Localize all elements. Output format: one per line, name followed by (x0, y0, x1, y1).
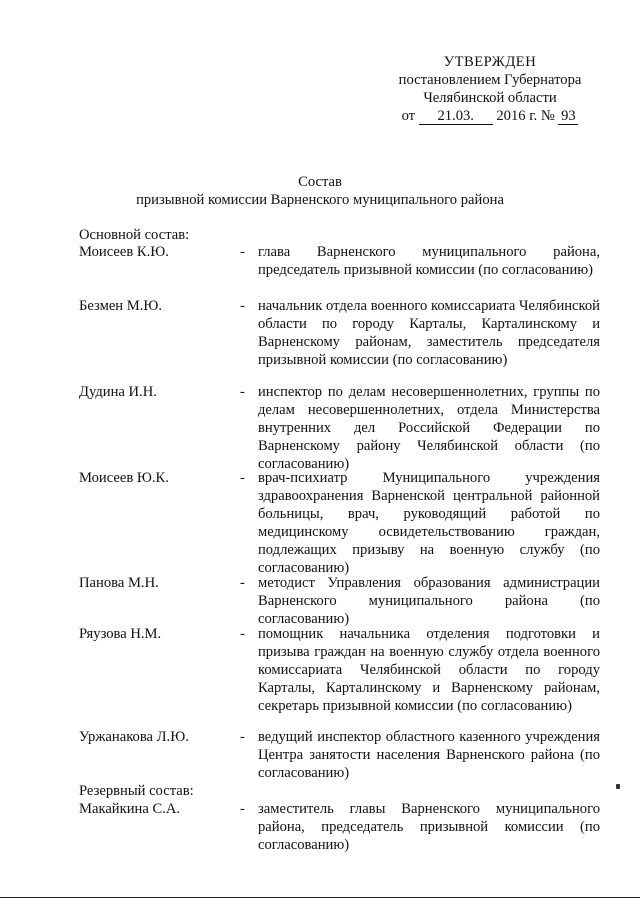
document-title (0, 173, 640, 209)
member-role: методист Управления образования администрации Варненского муниципального района (по согласованию) (258, 575, 600, 627)
approval-line-2: Челябинской области (423, 90, 557, 106)
member-dash: - (240, 575, 245, 591)
approval-stamp (380, 53, 600, 125)
member-role: глава Варненского муниципального района, председатель призывной комиссии (по согласованию) (258, 244, 600, 278)
approval-number: 93 (558, 108, 578, 125)
title-line-1: Состав (298, 174, 342, 190)
member-name: Безмен М.Ю. (79, 298, 163, 314)
member-dash: - (240, 384, 245, 400)
member-dash: - (240, 470, 245, 486)
member-dash: - (240, 729, 245, 745)
member-name: Моисеев Ю.К. (79, 470, 169, 486)
member-role: ведущий инспектор областного казенного учреждения Центра занятости населения Варненского района (по согласованию) (258, 729, 600, 781)
member-dash: - (240, 626, 245, 642)
member-role: начальник отдела военного комиссариата Челябинской области по городу Карталы, Карталинскому и Варненскому районам, заместитель председателя призывной комиссии (по согласованию) (258, 298, 600, 368)
scan-speck (616, 784, 620, 789)
member-dash: - (240, 298, 245, 314)
member-name: Ряузова Н.М. (79, 626, 162, 642)
member-role: инспектор по делам несовершеннолетних, группы по делам несовершеннолетних, отдела Министерства внутренних дел Российской Федерации по Варненскому району Челябинской области (по согласованию) (258, 384, 600, 472)
main-section-label: Основной состав: (79, 227, 190, 243)
date-prefix: от (401, 108, 416, 124)
approval-date: 21.03. (419, 108, 493, 125)
member-name: Панова М.Н. (79, 575, 159, 591)
member-name: Уржанакова Л.Ю. (79, 729, 189, 745)
member-role: врач-психиатр Муниципального учреждения здравоохранения Варненской центральной районной больницы, врач, руководящий работой по медицинскому освидетельствованию граждан, подлежащих призыву на военную службу (по согласованию) (258, 470, 600, 576)
member-role: заместитель главы Варненского муниципального района, председатель призывной комиссии (по согласованию) (258, 801, 600, 853)
member-name: Макайкина С.А. (79, 801, 181, 817)
member-dash: - (240, 801, 245, 817)
member-dash: - (240, 244, 245, 260)
approval-heading: УТВЕРЖДЕН (443, 54, 537, 70)
approval-line-1: постановлением Губернатора (398, 72, 582, 88)
approval-year: 2016 г. № (496, 108, 555, 124)
member-role: помощник начальника отделения подготовки и призыва граждан на военную службу отдела военного комиссариата Челябинской области по городу Карталы, Карталинскому и Варненскому районам, секретарь призывной комиссии (по согласованию) (258, 626, 600, 714)
title-line-2: призывной комиссии Варненского муниципального района (136, 192, 504, 208)
reserve-section-label: Резервный состав: (79, 783, 194, 799)
approval-date-line (380, 107, 600, 125)
member-name: Моисеев К.Ю. (79, 244, 169, 260)
page-bottom-edge (0, 897, 640, 898)
member-name: Дудина И.Н. (79, 384, 157, 400)
